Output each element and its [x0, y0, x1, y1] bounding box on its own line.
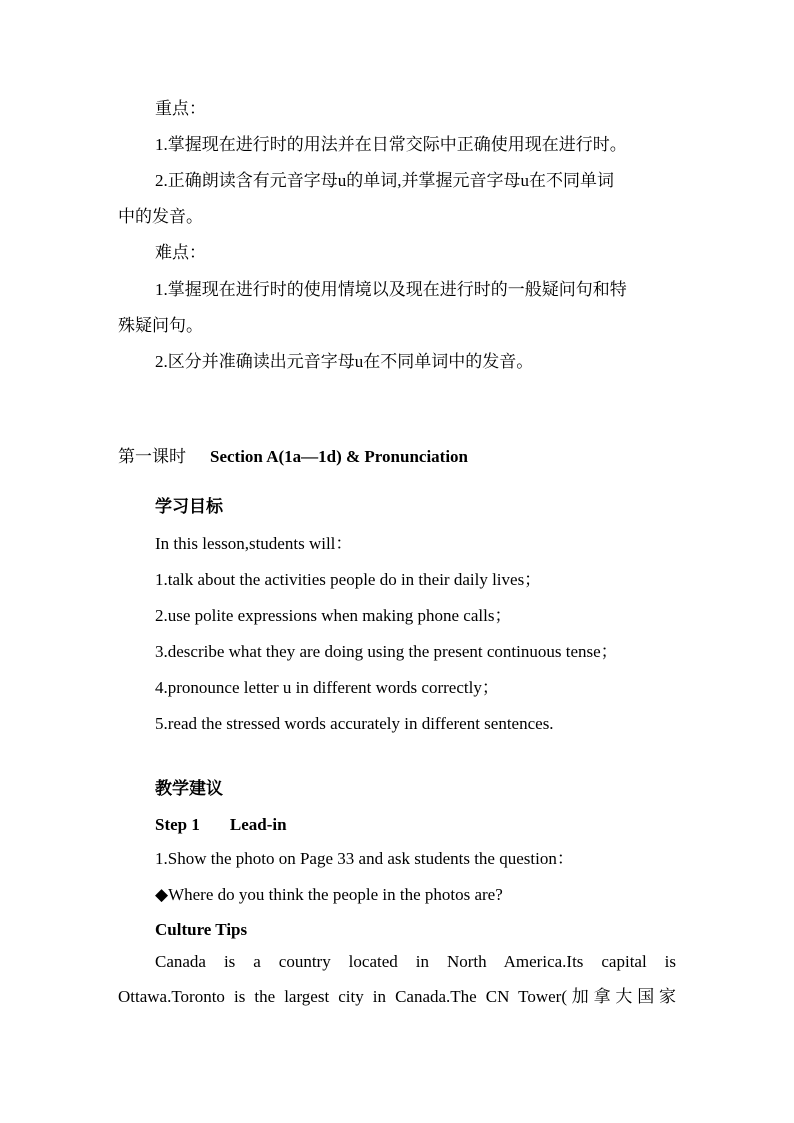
objectives-intro: In this lesson,students will：	[155, 534, 353, 553]
objective-item-4: 4.pronounce letter u in different words correctly；	[155, 678, 499, 697]
lesson-section: Section A(1a—1d) & Pronunciation	[210, 447, 469, 466]
key-point-2: 2.正确朗读含有元音字母u的单词,并掌握元音字母u在不同单词	[155, 171, 614, 190]
difficult-points-heading: 难点：	[155, 243, 206, 262]
key-point-2-cont: 中的发音。	[118, 207, 203, 226]
objective-item-2: 2.use polite expressions when making phone calls；	[155, 606, 512, 625]
objective-item-5: 5.read the stressed words accurately in different sentences.	[155, 714, 554, 733]
lesson-period: 第一课时	[118, 447, 186, 466]
step-label: Step 1	[155, 815, 200, 834]
step-heading	[155, 814, 287, 836]
culture-tips-heading: Culture Tips	[155, 920, 248, 939]
step-title: Lead-in	[229, 815, 287, 834]
difficult-point-1: 1.掌握现在进行时的使用情境以及现在进行时的一般疑问句和特	[155, 280, 627, 299]
difficult-point-1-cont: 殊疑问句。	[118, 316, 203, 335]
lesson-header	[118, 446, 468, 468]
objective-item-3: 3.describe what they are doing using the present continuous tense；	[155, 642, 618, 661]
step-question: ◆Where do you think the people in the photos are?	[155, 885, 503, 904]
objectives-heading: 学习目标	[155, 497, 223, 516]
objective-item-1: 1.talk about the activities people do in their daily lives；	[155, 570, 542, 589]
key-points-heading: 重点：	[155, 99, 206, 118]
difficult-point-2: 2.区分并准确读出元音字母u在不同单词中的发音。	[155, 352, 534, 371]
key-point-1: 1.掌握现在进行时的用法并在日常交际中正确使用现在进行时。	[155, 135, 627, 154]
culture-tips-line-2: Ottawa.Toronto is the largest city in Canada.The CN Tower(加拿大国家	[118, 987, 676, 1006]
step-instruction: 1.Show the photo on Page 33 and ask students the question：	[155, 849, 574, 868]
suggestions-heading: 教学建议	[155, 779, 223, 798]
culture-tips-line-1: Canada is a country located in North America.Its capital is	[155, 952, 676, 971]
